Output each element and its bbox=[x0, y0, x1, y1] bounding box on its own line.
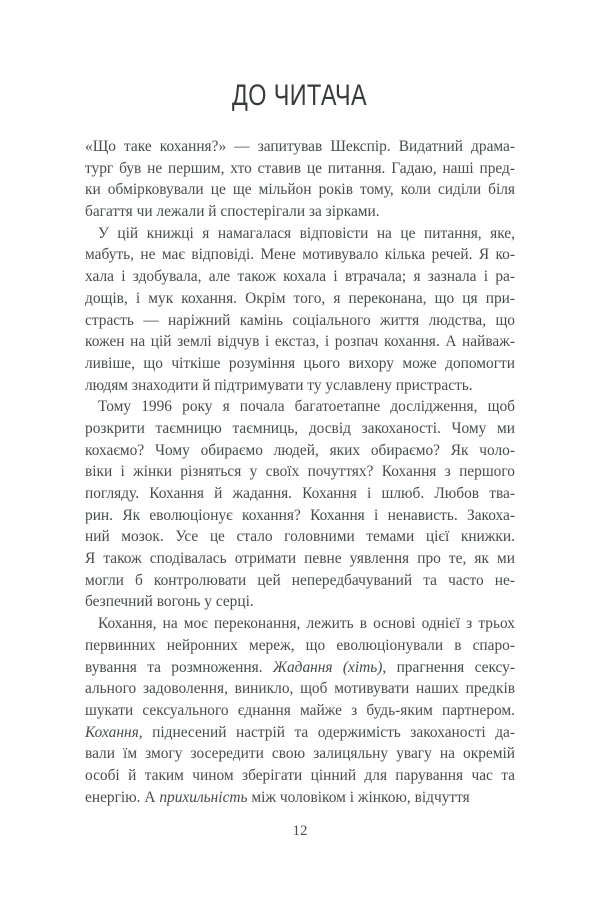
text-segment: мабуть, не має відповіді. Мене мотивувало кілька речей. Я ко- bbox=[85, 246, 515, 264]
text-segment: кохаємо? Чому обираємо людей, яких обираємо? Як чоло- bbox=[85, 441, 515, 459]
text-line bbox=[85, 483, 515, 505]
paragraph bbox=[85, 136, 515, 223]
text-segment: хала і здобувала, але також кохала і втрачала; я зазнала і ра- bbox=[85, 268, 515, 286]
page-number: 12 bbox=[292, 823, 308, 840]
text-line bbox=[85, 678, 515, 700]
text-segment: первинних нейронних мереж, що еволюціонували в спаро- bbox=[85, 636, 515, 654]
text-segment: ки обмірковували це ще мільйон років тому, коли сиділи біля bbox=[85, 181, 515, 199]
text-line bbox=[85, 657, 515, 679]
text-line bbox=[85, 440, 515, 462]
text-line bbox=[85, 526, 515, 548]
text-segment: шукати сексуального єднання майже з будь-яким партнером. bbox=[85, 701, 515, 719]
text-segment: Тому 1996 року я почала багатоетапне дослідження, щоб bbox=[98, 398, 515, 416]
text-segment: «Що таке кохання?» — запитував Шекспір. Видатний драма- bbox=[85, 138, 515, 155]
text-line bbox=[85, 505, 515, 527]
text-line bbox=[85, 179, 515, 201]
text-line bbox=[85, 743, 515, 765]
text-line bbox=[85, 548, 515, 570]
text-segment: людям знаходити й підтримувати ту уславлену пристрасть. bbox=[85, 376, 473, 394]
italic-text: Кохання bbox=[85, 723, 139, 741]
text-line bbox=[85, 700, 515, 722]
text-segment: У цій книжці я намагалася відповісти на це питання, яке, bbox=[98, 224, 515, 242]
text-segment: розкрити таємницю таємниць, досвід закоханості. Чому ми bbox=[85, 419, 515, 437]
text-segment: , прагнення сексу- bbox=[382, 658, 515, 676]
paragraph bbox=[85, 396, 515, 613]
text-line bbox=[85, 158, 515, 180]
page-content bbox=[85, 0, 515, 840]
text-segment: погляду. Кохання й жадання. Кохання і шлюб. Любов тва- bbox=[85, 485, 515, 502]
text-segment: ний мозок. Усе це стало головними темами цієї книжки. bbox=[85, 528, 515, 546]
text-line bbox=[85, 765, 515, 787]
text-line bbox=[85, 635, 515, 657]
text-line bbox=[85, 353, 515, 375]
paragraph bbox=[85, 223, 515, 397]
text-line bbox=[85, 375, 515, 397]
paragraph bbox=[85, 613, 515, 808]
text-segment: ливіше, що чіткіше розуміння цього вихору може допомогти bbox=[85, 354, 515, 372]
text-segment: Я також сподівалась отримати певне уявлення про те, як ми bbox=[85, 550, 515, 568]
text-segment: тург був не першим, хто ставив це питання. Гадаю, наші пред- bbox=[85, 159, 515, 177]
text-line bbox=[85, 266, 515, 288]
text-segment: вали їм змогу зосередити свою залицяльну увагу на окремій bbox=[85, 745, 515, 763]
italic-text: Жадання (хіть) bbox=[272, 658, 383, 676]
text-segment: кожен на цій землі відчув і екстаз, і розпач кохання. А найваж- bbox=[85, 333, 515, 351]
chapter-title-text: ДО ЧИТАЧА bbox=[232, 79, 368, 112]
italic-text: прихильність bbox=[159, 788, 248, 806]
text-segment: енергію. А bbox=[85, 788, 160, 806]
text-segment: багаття чи лежали й спостерігали за зірками. bbox=[85, 203, 380, 221]
text-segment: , піднесений настрій та одержимість закоханості да- bbox=[138, 723, 515, 741]
text-line bbox=[85, 136, 515, 158]
chapter-title bbox=[85, 78, 515, 114]
text-line bbox=[85, 288, 515, 310]
text-segment: особі й таким чином зберігати цінний для парування час та bbox=[85, 766, 515, 784]
text-line bbox=[85, 396, 515, 418]
text-segment: рин. Як еволюціонує кохання? Кохання і ненависть. Закоха- bbox=[85, 506, 515, 524]
body-text bbox=[85, 136, 515, 808]
text-line bbox=[85, 223, 515, 245]
text-line bbox=[85, 613, 515, 635]
text-segment: Кохання, на моє переконання, лежить в основі однієї з трьох bbox=[98, 615, 515, 633]
text-segment: вування та розмноження. bbox=[85, 658, 273, 676]
text-line bbox=[85, 244, 515, 266]
text-line bbox=[85, 722, 515, 744]
text-segment: ального задоволення, виникло, щоб мотивувати наших предків bbox=[85, 680, 515, 698]
text-line bbox=[85, 787, 515, 809]
text-line bbox=[85, 331, 515, 353]
text-line bbox=[85, 418, 515, 440]
text-segment: віки і жінки різняться у своїх почуттях? Кохання з першого bbox=[85, 463, 515, 481]
text-line bbox=[85, 591, 515, 613]
text-line bbox=[85, 310, 515, 332]
text-segment: безпечний вогонь у серці. bbox=[85, 593, 254, 611]
text-segment: дощів, і мук кохання. Окрім того, я переконана, що ця при- bbox=[85, 289, 515, 307]
text-line bbox=[85, 461, 515, 483]
text-line bbox=[85, 201, 515, 223]
text-line bbox=[85, 570, 515, 592]
text-segment: між чоловіком і жінкою, відчуття bbox=[247, 788, 470, 806]
text-segment: страсть — наріжний камінь соціального життя людства, що bbox=[85, 311, 515, 329]
text-segment: могли б контролювати цей непередбачуваний та часто не- bbox=[85, 571, 515, 589]
